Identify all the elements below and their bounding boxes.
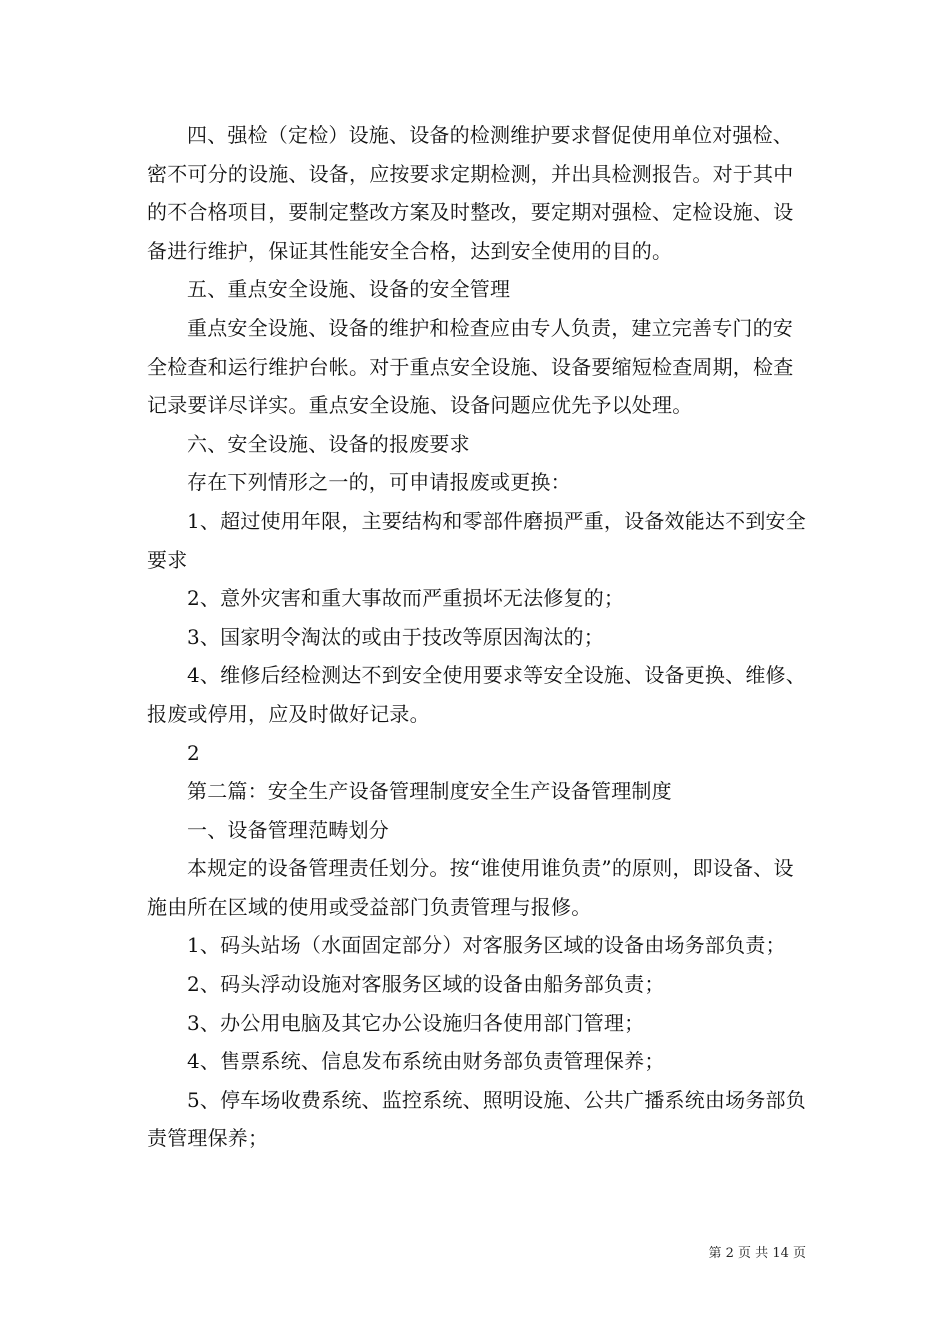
list-item-2: 2、意外灾害和重大事故而严重损坏无法修复的； — [187, 586, 625, 611]
page-marker: 2 — [187, 740, 200, 765]
heading-equipment-scope: 一、设备管理范畴划分 — [187, 817, 389, 842]
document-body — [147, 116, 812, 1158]
page-footer: 第 2 页 共 14 页 — [708, 1246, 806, 1261]
list-item-3: 3、国家明令淘汰的或由于技改等原因淘汰的； — [187, 624, 604, 649]
heading-section-six: 六、安全设施、设备的报废要求 — [187, 431, 470, 456]
chapter-two-title: 第二篇：安全生产设备管理制度安全生产设备管理制度 — [187, 779, 672, 804]
paragraph-scrap-conditions: 存在下列情形之一的，可申请报废或更换： — [187, 470, 571, 495]
list-item-4: 4、维修后经检测达不到安全使用要求等安全设施、设备更换、维修、报废或停用，应及时做好记录。 — [147, 663, 806, 726]
paragraph-section-five: 重点安全设施、设备的维护和检查应由专人负责，建立完善专门的安全检查和运行维护台帐。对于重点安全设施、设备要缩短检查周期，检查记录要详尽详实。重点安全设施、设备问题应优先予以处理。 — [147, 315, 794, 418]
responsibility-item-1: 1、码头站场（水面固定部分）对客服务区域的设备由场务部负责； — [187, 933, 786, 958]
responsibility-item-3: 3、办公用电脑及其它办公设施归各使用部门管理； — [187, 1010, 645, 1035]
heading-section-five: 五、重点安全设施、设备的安全管理 — [187, 277, 511, 302]
list-item-1: 1、超过使用年限，主要结构和零部件磨损严重，设备效能达不到安全要求 — [147, 508, 806, 572]
paragraph-section-four: 四、强检（定检）设施、设备的检测维护要求督促使用单位对强检、密不可分的设施、设备，应按要求定期检测，并出具检测报告。对于其中的不合格项目，要制定整改方案及时整改，要定期对强检、定检设施、设备进行维护，保证其性能安全合格，达到安全使用的目的。 — [147, 123, 794, 263]
responsibility-item-4: 4、售票系统、信息发布系统由财务部负责管理保养； — [187, 1049, 665, 1074]
responsibility-item-2: 2、码头浮动设施对客服务区域的设备由船务部负责； — [187, 972, 665, 997]
paragraph-responsibility: 本规定的设备管理责任划分。按“谁使用谁负责”的原则，即设备、设施由所在区域的使用或受益部门负责管理与报修。 — [147, 856, 794, 919]
responsibility-item-5: 5、停车场收费系统、监控系统、照明设施、公共广播系统由场务部负责管理保养； — [147, 1087, 806, 1151]
